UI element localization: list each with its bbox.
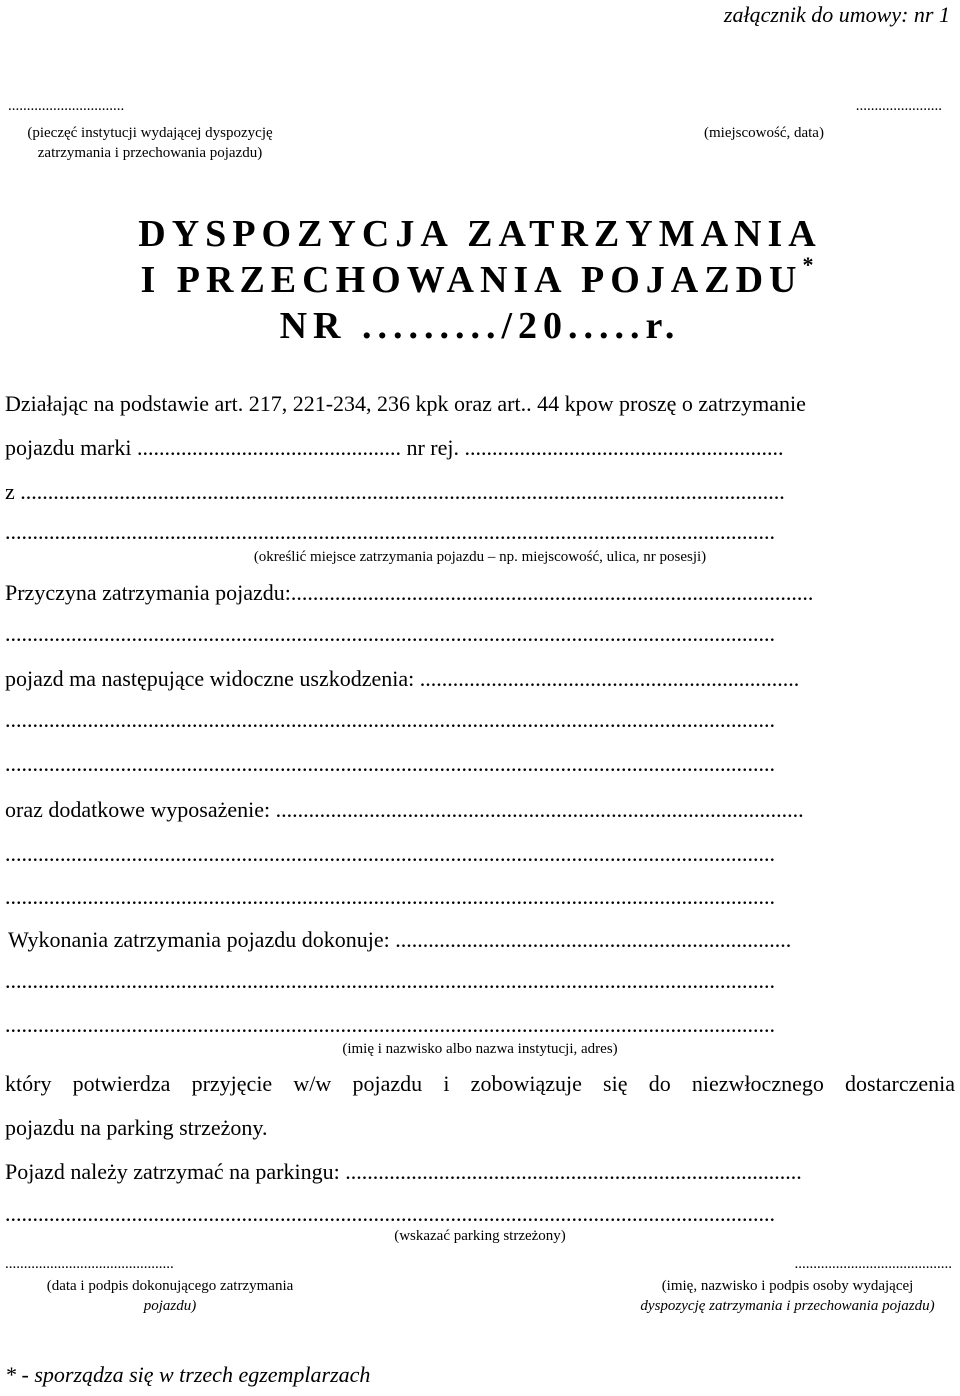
footnote: * - sporządza się w trzech egzemplarzach xyxy=(5,1362,371,1387)
document-title-line2 xyxy=(0,252,960,302)
parking-line-cont: ............................................................................................................................................ xyxy=(5,1201,775,1226)
annex-label: załącznik do umowy: nr 1 xyxy=(723,2,950,27)
parking-line: Pojazd należy zatrzymać na parkingu: ................................................................................... xyxy=(5,1159,802,1184)
left-signature-dots: ............................................. xyxy=(5,1256,174,1272)
executor-line-cont2: ............................................................................................................................................ xyxy=(5,1012,775,1037)
document-number: NR ........./20.....r. xyxy=(279,305,681,347)
vehicle-make-line: pojazdu marki ................................................ nr rej. .......................................................... xyxy=(5,435,784,460)
right-signature-dots: .......................................... xyxy=(794,1256,952,1272)
executor-caption: (imię i nazwisko albo nazwa instytucji, adres) xyxy=(342,1041,618,1057)
reason-line: Przyczyna zatrzymania pojazdu:............................................................................................... xyxy=(5,580,814,605)
parking-caption: (wskazać parking strzeżony) xyxy=(394,1228,566,1244)
right-signature-caption-line2: dyspozycję zatrzymania i przechowania pojazdu) xyxy=(640,1298,935,1314)
stamp-caption-line1: (pieczęć instytucji wydającej dyspozycję xyxy=(27,125,273,141)
document-title-line1: DYSPOZYCJA ZATRZYMANIA xyxy=(138,213,822,255)
executor-line: Wykonania zatrzymania pojazdu dokonuje: ........................................................................ xyxy=(8,927,792,952)
left-signature-caption-line2: pojazdu) xyxy=(143,1298,197,1314)
equipment-line-cont1: ............................................................................................................................................ xyxy=(5,841,775,866)
damage-line-cont1: ............................................................................................................................................ xyxy=(5,707,775,732)
location-caption: (określić miejsce zatrzymania pojazdu – np. miejscowość, ulica, nr posesji) xyxy=(253,549,707,565)
place-date-dots: ....................... xyxy=(855,98,942,114)
damage-line-cont2: ............................................................................................................................................ xyxy=(5,751,775,776)
stamp-caption-line2: zatrzymania i przechowania pojazdu) xyxy=(37,145,263,161)
stamp-dots: ............................... xyxy=(8,98,125,114)
confirm-text-line2: pojazdu na parking strzeżony. xyxy=(5,1115,268,1140)
location-line: z ........................................................................................................................................... xyxy=(5,479,785,504)
place-date-caption: (miejscowość, data) xyxy=(704,125,824,141)
reason-line-cont: ............................................................................................................................................ xyxy=(5,621,775,646)
intro-text: Działając na podstawie art. 217, 221-234, 236 kpk oraz art.. 44 kpow proszę o zatrzymanie xyxy=(5,391,806,416)
right-signature-caption-line1: (imię, nazwisko i podpis osoby wydającej xyxy=(661,1278,914,1294)
equipment-line-cont2: ............................................................................................................................................ xyxy=(5,884,775,909)
location-line-cont: ............................................................................................................................................ xyxy=(5,519,775,544)
title-footnote-star: * xyxy=(802,252,820,277)
left-signature-caption-line1: (data i podpis dokonującego zatrzymania xyxy=(46,1278,294,1294)
document-title-line2-text: I PRZECHOWANIA POJAZDU xyxy=(140,259,803,301)
executor-line-cont1: ............................................................................................................................................ xyxy=(5,968,775,993)
confirm-text-line1: który potwierdza przyjęcie w/w pojazdu i zobowiązuje się do niezwłocznego dostarczenia xyxy=(5,1071,955,1096)
damage-line: pojazd ma następujące widoczne uszkodzenia: ..................................................................... xyxy=(5,666,800,691)
equipment-line: oraz dodatkowe wyposażenie: ................................................................................................ xyxy=(5,797,804,822)
